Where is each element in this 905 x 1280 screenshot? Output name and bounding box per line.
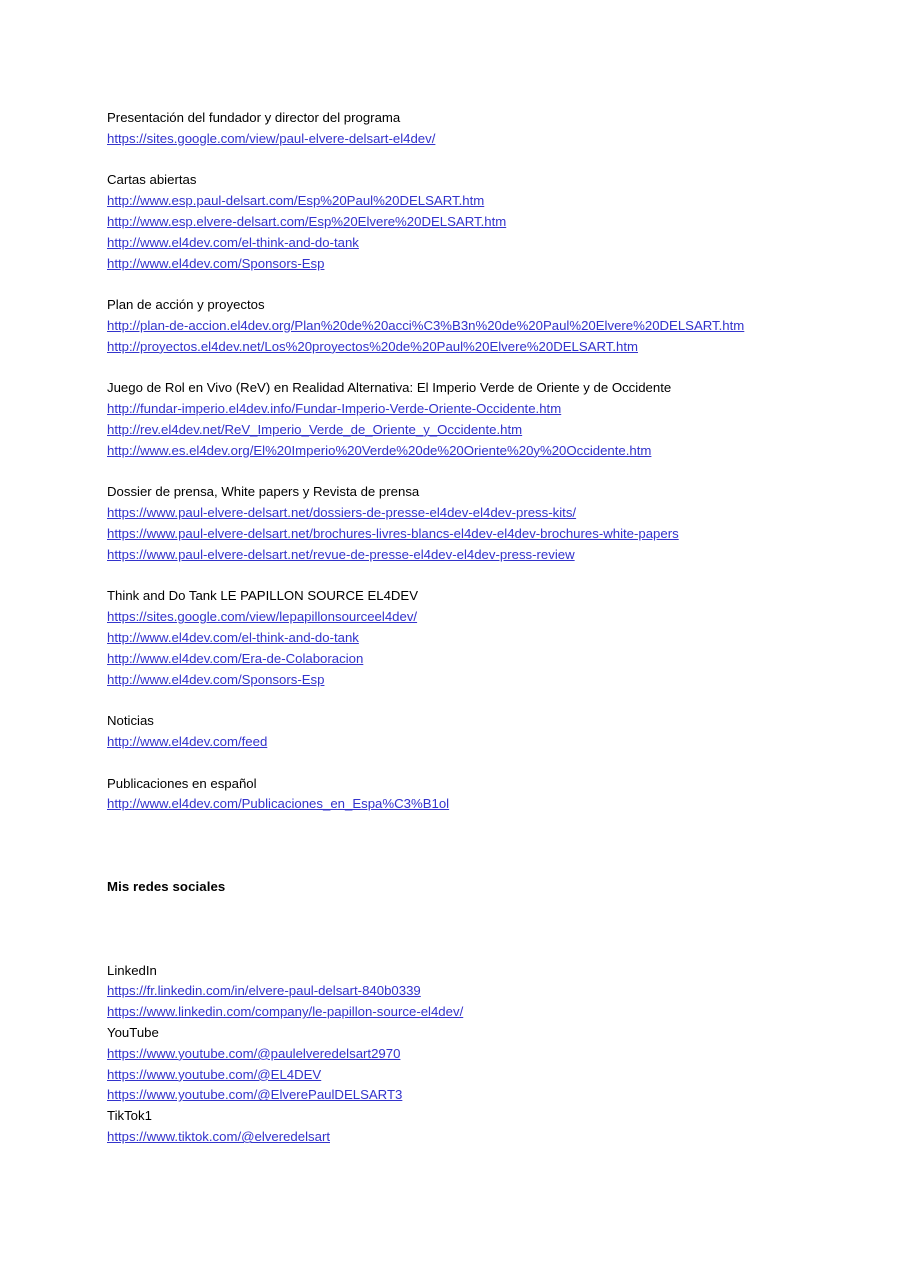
paragraph-spacer [107, 566, 807, 587]
section-heading-noticias: Noticias [107, 713, 154, 729]
link-line [107, 794, 807, 815]
paragraph-spacer [107, 690, 807, 711]
link-es-imperio-verde[interactable]: http://www.es.el4dev.org/El%20Imperio%20Verde%20de%20Oriente%20y%20Occidente.htm [107, 442, 652, 458]
link-el-think-and-do-tank-2[interactable]: http://www.el4dev.com/el-think-and-do-tank [107, 629, 359, 645]
link-youtube-elverepauldelsart3[interactable]: https://www.youtube.com/@ElverePaulDELSART3 [107, 1087, 403, 1103]
link-line [107, 1065, 807, 1086]
link-proyectos[interactable]: http://proyectos.el4dev.net/Los%20proyectos%20de%20Paul%20Elvere%20DELSART.htm [107, 338, 638, 354]
link-line [107, 337, 807, 358]
link-press-review[interactable]: https://www.paul-elvere-delsart.net/revue-de-presse-el4dev-el4dev-press-review [107, 546, 575, 562]
link-linkedin-profile[interactable]: https://fr.linkedin.com/in/elvere-paul-delsart-840b0339 [107, 983, 421, 999]
paragraph-spacer [107, 940, 807, 961]
link-line [107, 399, 807, 420]
social-group-label-tiktok: TikTok1 [107, 1108, 152, 1124]
paragraph-spacer [107, 274, 807, 295]
document-body [107, 108, 807, 1148]
link-sponsors-esp[interactable]: http://www.el4dev.com/Sponsors-Esp [107, 255, 325, 271]
link-feed[interactable]: http://www.el4dev.com/feed [107, 733, 268, 749]
section-heading-presentacion: Presentación del fundador y director del programa [107, 110, 401, 125]
section-heading-publicaciones: Publicaciones en español [107, 775, 257, 791]
section-heading-juego-de-rol: Juego de Rol en Vivo (ReV) en Realidad Alternativa: El Imperio Verde de Oriente y de Occidente [107, 380, 672, 396]
link-brochures-white-papers[interactable]: https://www.paul-elvere-delsart.net/brochures-livres-blancs-el4dev-el4dev-brochures-white-papers [107, 525, 679, 541]
link-fundar-imperio[interactable]: http://fundar-imperio.el4dev.info/Fundar-Imperio-Verde-Oriente-Occidente.htm [107, 401, 562, 417]
link-esp-paul-delsart[interactable]: http://www.esp.paul-delsart.com/Esp%20Paul%20DELSART.htm [107, 193, 485, 209]
link-line [107, 524, 807, 545]
paragraph-spacer [107, 898, 807, 919]
link-line [107, 628, 807, 649]
paragraph-spacer [107, 753, 807, 774]
link-tiktok-elveredelsart[interactable]: https://www.tiktok.com/@elveredelsart [107, 1129, 330, 1145]
social-section-title: Mis redes sociales [107, 879, 226, 895]
section-heading-cartas-abiertas: Cartas abiertas [107, 172, 197, 188]
link-line [107, 981, 807, 1002]
link-line [107, 316, 807, 337]
link-youtube-paulelveredelsart2970[interactable]: https://www.youtube.com/@paulelveredelsart2970 [107, 1045, 401, 1061]
paragraph-spacer [107, 857, 807, 878]
link-lepapillonsource-google-site[interactable]: https://sites.google.com/view/lepapillonsourceel4dev/ [107, 609, 418, 625]
paragraph-spacer [107, 919, 807, 940]
section-heading-dossier-de-prensa: Dossier de prensa, White papers y Revista de prensa [107, 484, 420, 500]
link-line [107, 732, 807, 753]
link-publicaciones-espanol[interactable]: http://www.el4dev.com/Publicaciones_en_Espa%C3%B1ol [107, 796, 450, 812]
link-rev-imperio-verde[interactable]: http://rev.el4dev.net/ReV_Imperio_Verde_de_Oriente_y_Occidente.htm [107, 421, 523, 437]
section-heading-plan-de-accion: Plan de acción y proyectos [107, 297, 265, 313]
link-line [107, 1002, 807, 1023]
link-line [107, 420, 807, 441]
link-line [107, 191, 807, 212]
link-line [107, 503, 807, 524]
link-line [107, 129, 807, 150]
link-line [107, 1085, 807, 1106]
link-line [107, 441, 807, 462]
link-era-de-colaboracion[interactable]: http://www.el4dev.com/Era-de-Colaboracion [107, 650, 364, 666]
link-press-kits[interactable]: https://www.paul-elvere-delsart.net/dossiers-de-presse-el4dev-el4dev-press-kits/ [107, 505, 577, 521]
link-line [107, 1127, 807, 1148]
link-youtube-el4dev[interactable]: https://www.youtube.com/@EL4DEV [107, 1066, 322, 1082]
section-heading-think-and-do-tank: Think and Do Tank LE PAPILLON SOURCE EL4DEV [107, 588, 419, 604]
link-sponsors-esp-2[interactable]: http://www.el4dev.com/Sponsors-Esp [107, 671, 325, 687]
paragraph-spacer [107, 462, 807, 483]
link-line [107, 254, 807, 275]
link-line [107, 233, 807, 254]
link-presentacion-google-site[interactable]: https://sites.google.com/view/paul-elvere-delsart-el4dev/ [107, 130, 436, 146]
paragraph-spacer [107, 150, 807, 171]
link-plan-de-accion[interactable]: http://plan-de-accion.el4dev.org/Plan%20de%20acci%C3%B3n%20de%20Paul%20Elvere%20DELSART.htm [107, 317, 745, 333]
paragraph-spacer [107, 836, 807, 857]
link-line [107, 545, 807, 566]
link-el-think-and-do-tank[interactable]: http://www.el4dev.com/el-think-and-do-tank [107, 234, 359, 250]
link-line [107, 670, 807, 691]
link-line [107, 212, 807, 233]
link-esp-elvere-delsart[interactable]: http://www.esp.elvere-delsart.com/Esp%20Elvere%20DELSART.htm [107, 213, 507, 229]
paragraph-spacer [107, 358, 807, 379]
link-line [107, 1044, 807, 1065]
paragraph-spacer [107, 815, 807, 836]
link-line [107, 649, 807, 670]
link-linkedin-company[interactable]: https://www.linkedin.com/company/le-papillon-source-el4dev/ [107, 1004, 464, 1020]
social-group-label-youtube: YouTube [107, 1025, 159, 1041]
link-line [107, 607, 807, 628]
social-group-label-linkedin: LinkedIn [107, 962, 157, 978]
